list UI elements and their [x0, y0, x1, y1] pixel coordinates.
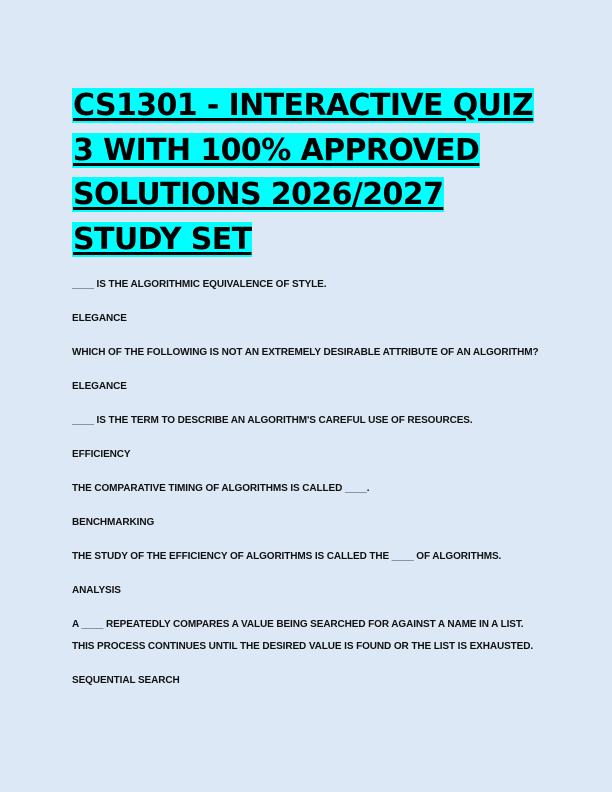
- document-page: [72, 84, 542, 704]
- document-title-text: CS1301 - INTERACTIVE QUIZ 3 WITH 100% APPROVED SOLUTIONS 2026/2027 STUDY SET: [73, 88, 534, 257]
- question-3: ____ IS THE TERM TO DESCRIBE AN ALGORITHM'S CAREFUL USE OF RESOURCES.: [72, 415, 473, 426]
- question-6: A ____ REPEATEDLY COMPARES A VALUE BEING SEARCHED FOR AGAINST A NAME IN A LIST. THIS PROCESS CONTINUES UNTIL THE DESIRED VALUE IS FOUND OR THE LIST IS EXHAUSTED.: [72, 619, 534, 652]
- question-2: WHICH OF THE FOLLOWING IS NOT AN EXTREMELY DESIRABLE ATTRIBUTE OF AN ALGORITHM?: [72, 347, 539, 358]
- document-title: [72, 84, 542, 262]
- qa-list: [72, 274, 542, 692]
- question-5: THE STUDY OF THE EFFICIENCY OF ALGORITHMS IS CALLED THE ____ OF ALGORITHMS.: [72, 551, 502, 562]
- question-4: THE COMPARATIVE TIMING OF ALGORITHMS IS CALLED ____.: [72, 483, 370, 494]
- answer-2: ELEGANCE: [72, 381, 127, 392]
- answer-5: ANALYSIS: [72, 585, 121, 596]
- answer-1: ELEGANCE: [72, 313, 127, 324]
- answer-4: BENCHMARKING: [72, 517, 155, 528]
- answer-3: EFFICIENCY: [72, 449, 131, 460]
- question-1: ____ IS THE ALGORITHMIC EQUIVALENCE OF STYLE.: [72, 279, 327, 290]
- answer-6: SEQUENTIAL SEARCH: [72, 675, 180, 686]
